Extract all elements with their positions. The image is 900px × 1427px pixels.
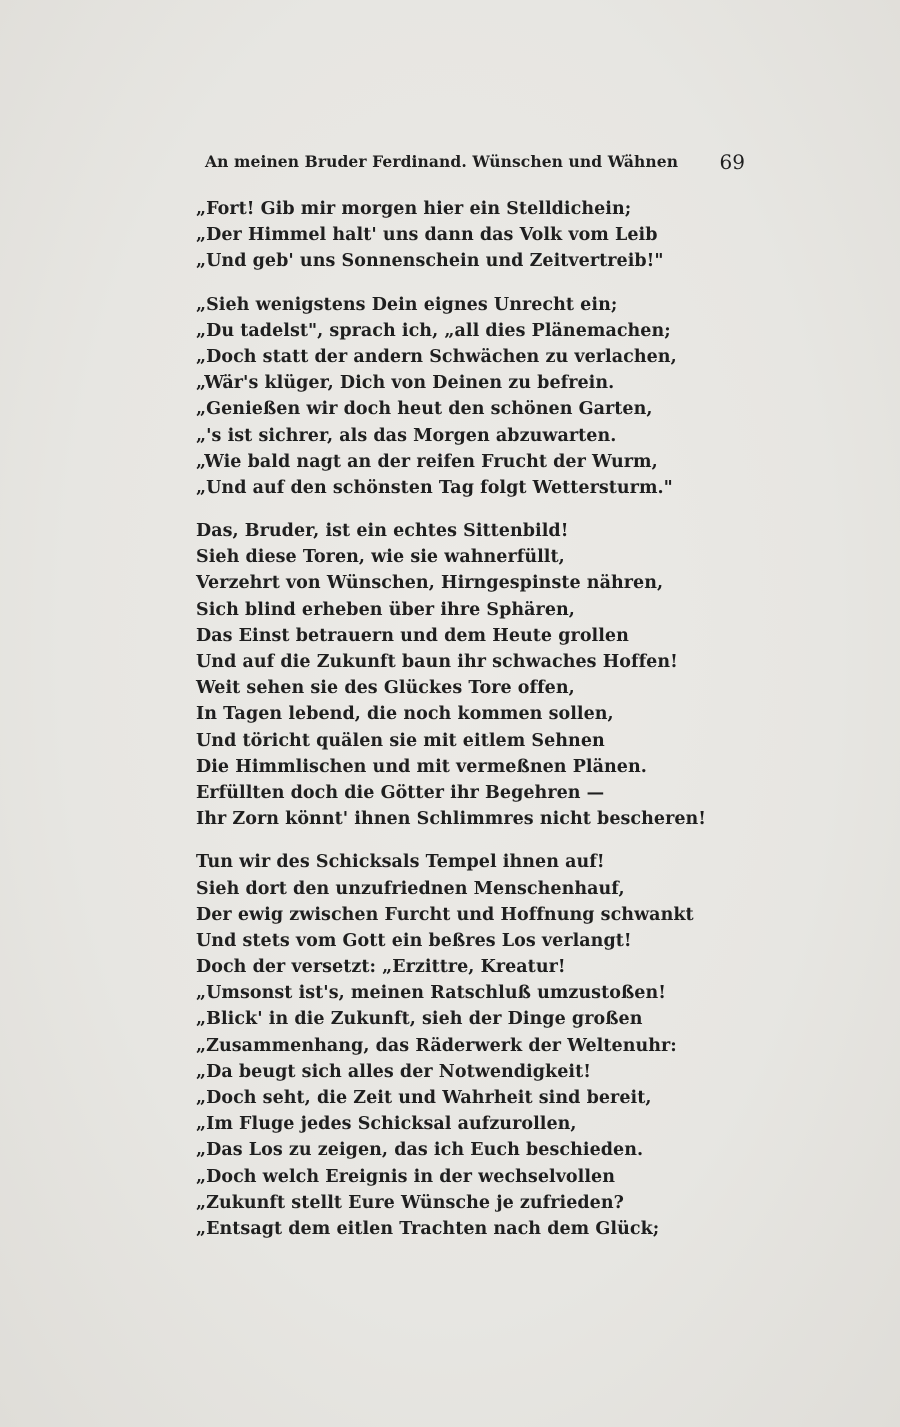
poem-line: Das Einst betrauern und dem Heute grollen [196,625,629,646]
poem-line: „Entsagt dem eitlen Trachten nach dem Glück; [196,1218,660,1239]
poem-line: Sich blind erheben über ihre Sphären, [196,599,575,620]
poem-line: „Umsonst ist's, meinen Ratschluß umzustoßen! [196,983,666,1004]
poem-line: „Im Fluge jedes Schicksal aufzurollen, [196,1114,577,1135]
poem-line: „Das Los zu zeigen, das ich Euch beschieden. [196,1140,644,1161]
poem-line: Die Himmlischen und mit vermeßnen Plänen. [196,756,647,777]
stanza-2 [196,292,677,502]
poem-line: „Doch seht, die Zeit und Wahrheit sind bereit, [196,1088,652,1108]
poem-line: „Blick' in die Zukunft, sieh der Dinge großen [196,1009,643,1030]
poem-line: Doch der versetzt: „Erzittre, Kreatur! [196,957,566,978]
poem-line: Der ewig zwischen Furcht und Hoffnung schwankt [196,904,694,925]
poem-line: Tun wir des Schicksals Tempel ihnen auf! [196,852,605,873]
poem-line: Und auf die Zukunft baun ihr schwaches Hoffen! [196,652,678,672]
poem-line: In Tagen lebend, die noch kommen sollen, [196,704,614,725]
page-number: 69 [719,150,745,174]
poem-line: Ihr Zorn könnt' ihnen Schlimmres nicht bescheren! [196,809,707,830]
poem-line: „Der Himmel halt' uns dann das Volk vom Leib [196,225,658,246]
running-title: An meinen Bruder Ferdinand. Wünschen und Wähnen [205,152,679,171]
poem-line: Das, Bruder, ist ein echtes Sittenbild! [196,521,569,542]
poem-line: „Doch statt der andern Schwächen zu verlachen, [196,346,677,367]
poem-line: „Wie bald nagt an der reifen Frucht der Wurm, [196,451,658,472]
poem-line: Und töricht quälen sie mit eitlem Sehnen [196,730,605,751]
stanza-3 [196,518,707,832]
poem-line: „Sieh wenigstens Dein eignes Unrecht ein; [196,294,618,315]
poem-line: „Genießen wir doch heut den schönen Garten, [196,399,653,420]
poem-line: „'s ist sichrer, als das Morgen abzuwarten. [196,425,617,446]
stanza-1 [196,196,666,275]
poem-line: Und stets vom Gott ein beßres Los verlangt! [196,930,632,951]
poem-line: „Du tadelst", sprach ich, „all dies Plänemachen; [196,320,671,341]
poem-line: „Doch welch Ereignis in der wechselvollen [196,1166,615,1187]
poem-line: „Wär's klüger, Dich von Deinen zu befrein. [196,373,615,394]
poem-line: Sieh diese Toren, wie sie wahnerfüllt, [196,547,565,568]
stanza-4 [196,849,694,1242]
poem-line: Verzehrt von Wünschen, Hirngespinste nähren, [196,573,664,594]
poem [196,196,707,1259]
poem-line: „Zusammenhang, das Räderwerk der Weltenuhr: [196,1035,677,1056]
running-head [205,150,745,180]
poem-line: „Und auf den schönsten Tag folgt Wettersturm." [196,477,673,498]
poem-line: Sieh dort den unzufriednen Menschenhauf, [196,878,625,899]
poem-line: „Da beugt sich alles der Notwendigkeit! [196,1061,591,1082]
poem-line: Erfüllten doch die Götter ihr Begehren — [196,782,605,803]
poem-line: Weit sehen sie des Glückes Tore offen, [196,678,575,699]
poem-line: „Zukunft stellt Eure Wünsche je zufrieden? [196,1192,624,1213]
poem-line: „Und geb' uns Sonnenschein und Zeitvertreib!" [196,251,664,272]
poem-line: „Fort! Gib mir morgen hier ein Stelldichein; [196,199,632,219]
